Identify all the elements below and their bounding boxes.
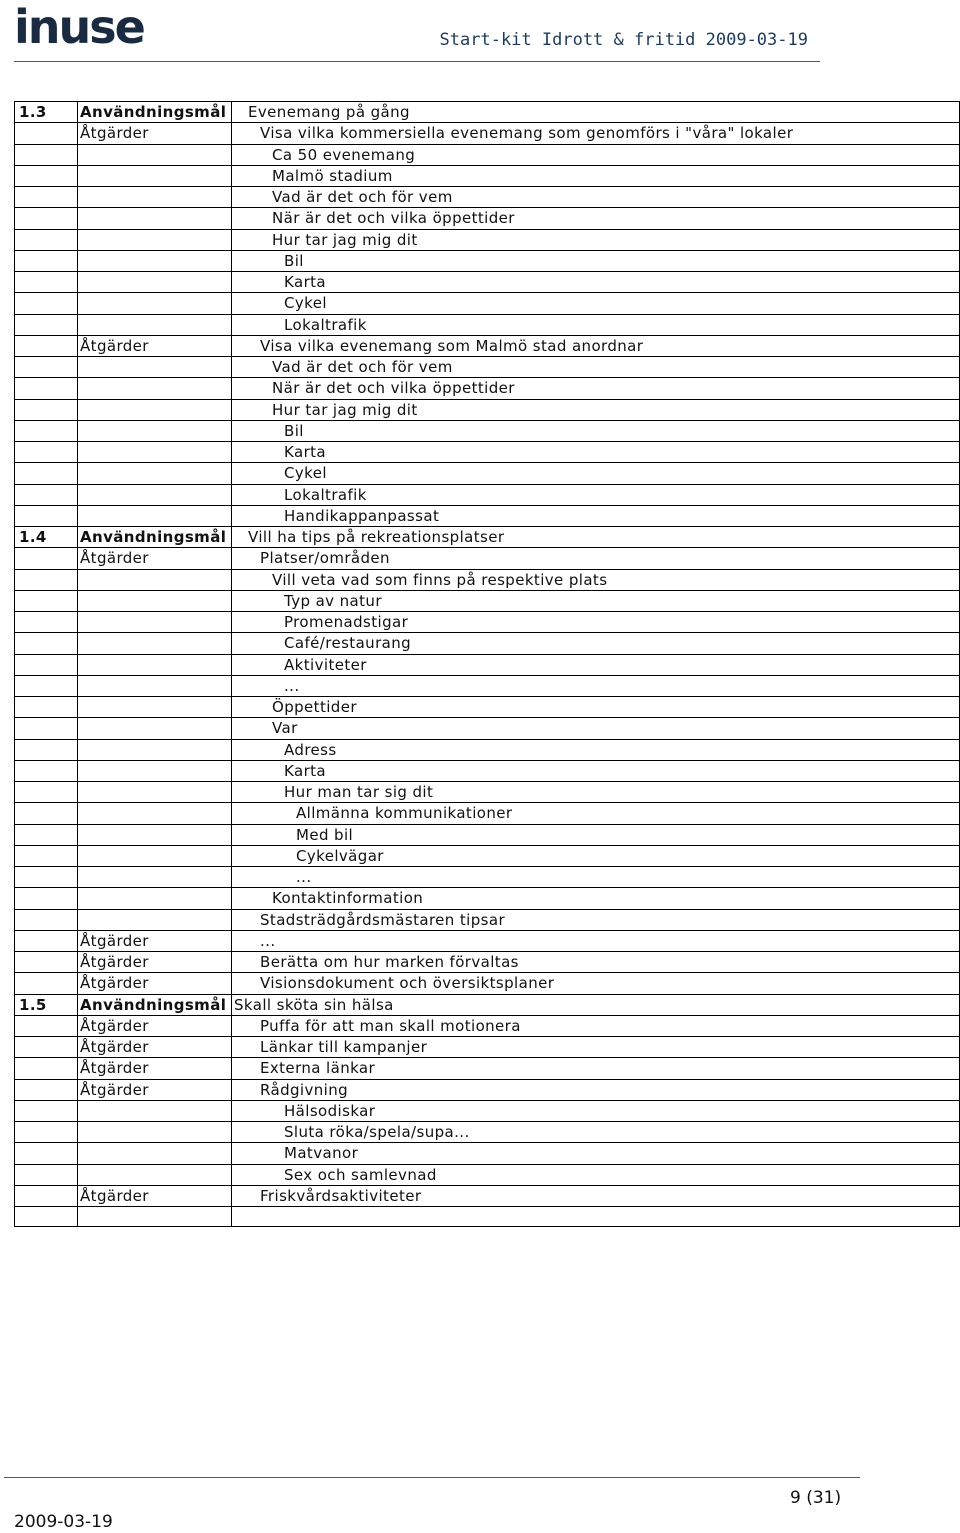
- row-type-label: [77, 1165, 231, 1185]
- row-type-label: [77, 442, 231, 462]
- table-row: [14, 1058, 960, 1079]
- row-type-label: [77, 1207, 231, 1226]
- section-number: [19, 400, 77, 420]
- page-number: 9 (31): [790, 1488, 842, 1508]
- section-number: [19, 612, 77, 632]
- row-type-label: Åtgärder: [77, 336, 231, 356]
- row-type-label: [77, 208, 231, 228]
- table-row: [14, 952, 960, 973]
- section-number: 1.3: [19, 103, 47, 121]
- section-number: [19, 357, 77, 377]
- row-type-label: Åtgärder: [77, 1058, 231, 1078]
- table-row: [14, 1165, 960, 1186]
- row-type-label: [77, 718, 231, 738]
- section-number: [19, 931, 77, 951]
- section-number: [19, 803, 77, 823]
- table-row: [14, 102, 960, 123]
- row-description: Öppettider: [231, 697, 959, 717]
- row-type-label: [77, 867, 231, 887]
- section-number: [19, 166, 77, 186]
- row-type-label: Användningsmål: [77, 527, 231, 547]
- row-description: Var: [231, 718, 959, 738]
- section-number: [19, 442, 77, 462]
- section-number: [19, 655, 77, 675]
- row-description: Rådgivning: [231, 1080, 959, 1100]
- row-type-label: [77, 740, 231, 760]
- row-type-label: [77, 145, 231, 165]
- section-number: [19, 187, 77, 207]
- row-description: Vad är det och för vem: [231, 187, 959, 207]
- row-type-label: Åtgärder: [77, 1186, 231, 1206]
- table-row: [14, 867, 960, 888]
- section-number: [19, 272, 77, 292]
- row-description: Karta: [231, 761, 959, 781]
- row-type-label: [77, 315, 231, 335]
- row-type-label: [77, 485, 231, 505]
- row-description: Externa länkar: [231, 1058, 959, 1078]
- row-type-label: [77, 293, 231, 313]
- table-row: [14, 145, 960, 166]
- row-type-label: [77, 230, 231, 250]
- section-number: [19, 676, 77, 696]
- row-type-label: [77, 400, 231, 420]
- row-description: Stadsträdgårdsmästaren tipsar: [231, 910, 959, 930]
- section-number: [19, 910, 77, 930]
- row-description: När är det och vilka öppettider: [231, 378, 959, 398]
- row-type-label: [77, 825, 231, 845]
- row-type-label: [77, 187, 231, 207]
- section-number: [19, 1122, 77, 1142]
- section-number: [19, 591, 77, 611]
- row-description: ...: [231, 676, 959, 696]
- row-type-label: [77, 166, 231, 186]
- table-row: [14, 166, 960, 187]
- table-row: [14, 230, 960, 251]
- section-number: [19, 1165, 77, 1185]
- table-row: [14, 187, 960, 208]
- footer-divider: [4, 1477, 860, 1478]
- row-type-label: [77, 782, 231, 802]
- row-description: Visionsdokument och översiktsplaner: [231, 973, 959, 993]
- row-description: Hur tar jag mig dit: [231, 400, 959, 420]
- row-type-label: Åtgärder: [77, 123, 231, 143]
- row-type-label: [77, 846, 231, 866]
- row-description: Visa vilka kommersiella evenemang som genomförs i "våra" lokaler: [231, 123, 959, 143]
- row-description: ...: [231, 931, 959, 951]
- section-number: [19, 761, 77, 781]
- table-row: [14, 740, 960, 761]
- row-description: Allmänna kommunikationer: [231, 803, 959, 823]
- section-number: [19, 633, 77, 653]
- table-row: [14, 378, 960, 399]
- section-number: [19, 208, 77, 228]
- table-row: [14, 1122, 960, 1143]
- row-description: Vill veta vad som finns på respektive plats: [231, 570, 959, 590]
- row-description: Adress: [231, 740, 959, 760]
- row-type-label: [77, 1122, 231, 1142]
- table-row: [14, 1016, 960, 1037]
- table-row: [14, 485, 960, 506]
- section-number: [19, 506, 77, 526]
- section-number: [19, 867, 77, 887]
- table-row: [14, 591, 960, 612]
- section-number: [19, 293, 77, 313]
- row-type-label: Åtgärder: [77, 1080, 231, 1100]
- row-description: Malmö stadium: [231, 166, 959, 186]
- table-row: [14, 995, 960, 1016]
- row-description: Länkar till kampanjer: [231, 1037, 959, 1057]
- section-number: [19, 740, 77, 760]
- table-row: [14, 973, 960, 994]
- row-type-label: [77, 570, 231, 590]
- section-number: [19, 421, 77, 441]
- row-type-label: [77, 910, 231, 930]
- section-number: [19, 952, 77, 972]
- section-number: [19, 123, 77, 143]
- row-description: Café/restaurang: [231, 633, 959, 653]
- table-row: [14, 315, 960, 336]
- row-description: Kontaktinformation: [231, 888, 959, 908]
- row-description: Aktiviteter: [231, 655, 959, 675]
- row-description: Friskvårdsaktiviteter: [231, 1186, 959, 1206]
- row-type-label: [77, 1101, 231, 1121]
- row-description: Lokaltrafik: [231, 315, 959, 335]
- section-number: [19, 378, 77, 398]
- table-row: [14, 910, 960, 931]
- row-type-label: [77, 1143, 231, 1163]
- table-row: [14, 506, 960, 527]
- row-type-label: [77, 251, 231, 271]
- table-row: [14, 123, 960, 144]
- row-type-label: [77, 761, 231, 781]
- row-description: Berätta om hur marken förvaltas: [231, 952, 959, 972]
- header-divider: [14, 61, 820, 62]
- row-description: Karta: [231, 442, 959, 462]
- row-type-label: [77, 888, 231, 908]
- table-row: [14, 357, 960, 378]
- row-description: Typ av natur: [231, 591, 959, 611]
- row-type-label: [77, 612, 231, 632]
- table-row: [14, 463, 960, 484]
- section-number: [19, 145, 77, 165]
- row-type-label: [77, 421, 231, 441]
- row-description: Handikappanpassat: [231, 506, 959, 526]
- row-description: Karta: [231, 272, 959, 292]
- table-row: [14, 208, 960, 229]
- row-description: Cykel: [231, 463, 959, 483]
- row-type-label: Åtgärder: [77, 952, 231, 972]
- requirements-table: [14, 101, 960, 1227]
- row-description: [231, 1207, 959, 1226]
- table-row: [14, 803, 960, 824]
- row-type-label: [77, 591, 231, 611]
- table-row: [14, 655, 960, 676]
- row-description: Cykelvägar: [231, 846, 959, 866]
- section-number: [19, 1207, 77, 1226]
- row-description: Bil: [231, 421, 959, 441]
- table-row: [14, 1080, 960, 1101]
- section-number: [19, 1186, 77, 1206]
- section-number: [19, 888, 77, 908]
- table-row: [14, 336, 960, 357]
- section-number: [19, 548, 77, 568]
- row-description: Matvanor: [231, 1143, 959, 1163]
- table-row: [14, 1186, 960, 1207]
- inuse-logo: inuse: [14, 0, 144, 54]
- row-type-label: [77, 506, 231, 526]
- document-header-title: Start-kit Idrott & fritid 2009-03-19: [439, 30, 808, 50]
- table-row: [14, 1143, 960, 1164]
- row-type-label: Användningsmål: [77, 995, 231, 1015]
- footer-date: 2009-03-19: [14, 1512, 113, 1532]
- table-row: [14, 633, 960, 654]
- row-description: Lokaltrafik: [231, 485, 959, 505]
- table-row: [14, 718, 960, 739]
- section-number: [19, 1058, 77, 1078]
- row-type-label: [77, 803, 231, 823]
- row-description: Sex och samlevnad: [231, 1165, 959, 1185]
- section-number: [19, 1016, 77, 1036]
- row-description: Hur tar jag mig dit: [231, 230, 959, 250]
- row-type-label: [77, 463, 231, 483]
- row-type-label: Åtgärder: [77, 548, 231, 568]
- table-row: [14, 676, 960, 697]
- table-row: [14, 548, 960, 569]
- table-row: [14, 1101, 960, 1122]
- table-row: [14, 251, 960, 272]
- table-row: [14, 272, 960, 293]
- section-number: [19, 463, 77, 483]
- row-type-label: Åtgärder: [77, 973, 231, 993]
- section-number: [19, 336, 77, 356]
- row-description: Cykel: [231, 293, 959, 313]
- row-type-label: [77, 633, 231, 653]
- table-row: [14, 570, 960, 591]
- section-number: [19, 230, 77, 250]
- row-description: Promenadstigar: [231, 612, 959, 632]
- section-number: 1.4: [19, 528, 47, 546]
- section-number: [19, 1080, 77, 1100]
- row-type-label: [77, 357, 231, 377]
- section-number: [19, 1143, 77, 1163]
- table-row: [14, 527, 960, 548]
- row-type-label: [77, 378, 231, 398]
- row-description: Platser/områden: [231, 548, 959, 568]
- row-type-label: [77, 272, 231, 292]
- table-row: [14, 612, 960, 633]
- table-row: [14, 1207, 960, 1227]
- table-row: [14, 442, 960, 463]
- table-row: [14, 782, 960, 803]
- section-number: [19, 782, 77, 802]
- section-number: [19, 1101, 77, 1121]
- row-description: Sluta röka/spela/supa...: [231, 1122, 959, 1142]
- table-row: [14, 293, 960, 314]
- row-type-label: Åtgärder: [77, 931, 231, 951]
- section-number: [19, 718, 77, 738]
- section-number: [19, 485, 77, 505]
- section-number: [19, 570, 77, 590]
- row-description: Evenemang på gång: [231, 102, 959, 122]
- row-type-label: [77, 697, 231, 717]
- row-description: Puffa för att man skall motionera: [231, 1016, 959, 1036]
- row-description: Ca 50 evenemang: [231, 145, 959, 165]
- section-number: [19, 846, 77, 866]
- section-number: 1.5: [19, 995, 47, 1014]
- table-row: [14, 761, 960, 782]
- table-row: [14, 400, 960, 421]
- section-number: [19, 697, 77, 717]
- table-row: [14, 421, 960, 442]
- row-type-label: Användningsmål: [77, 102, 231, 122]
- section-number: [19, 251, 77, 271]
- row-description: Med bil: [231, 825, 959, 845]
- row-type-label: [77, 655, 231, 675]
- row-description: Vill ha tips på rekreationsplatser: [231, 527, 959, 547]
- row-description: ...: [231, 867, 959, 887]
- row-type-label: Åtgärder: [77, 1037, 231, 1057]
- table-row: [14, 825, 960, 846]
- table-row: [14, 1037, 960, 1058]
- section-number: [19, 973, 77, 993]
- row-description: När är det och vilka öppettider: [231, 208, 959, 228]
- row-type-label: Åtgärder: [77, 1016, 231, 1036]
- row-description: Vad är det och för vem: [231, 357, 959, 377]
- row-description: Hälsodiskar: [231, 1101, 959, 1121]
- table-row: [14, 888, 960, 909]
- section-number: [19, 1037, 77, 1057]
- section-number: [19, 315, 77, 335]
- table-row: [14, 931, 960, 952]
- row-description: Visa vilka evenemang som Malmö stad anordnar: [231, 336, 959, 356]
- section-number: [19, 825, 77, 845]
- row-description: Bil: [231, 251, 959, 271]
- row-description: Skall sköta sin hälsa: [231, 995, 959, 1015]
- row-type-label: [77, 676, 231, 696]
- row-description: Hur man tar sig dit: [231, 782, 959, 802]
- table-row: [14, 846, 960, 867]
- table-row: [14, 697, 960, 718]
